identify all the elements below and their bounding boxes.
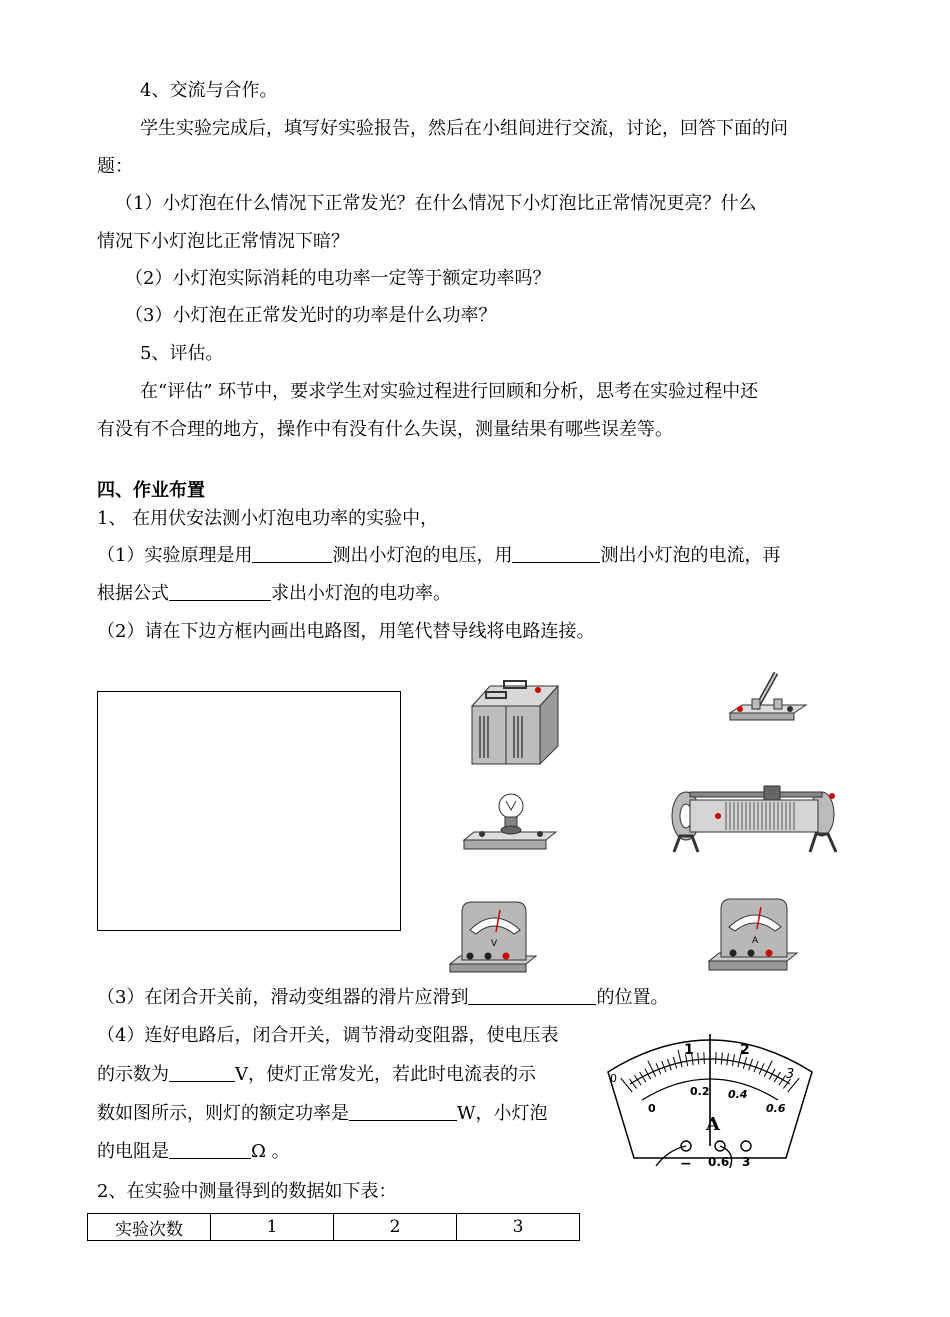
- knife-switch-illustration: [728, 665, 808, 725]
- dial-bottom-0-2: 0.2: [690, 1085, 710, 1098]
- data-table: [87, 1213, 580, 1241]
- battery-box-illustration: [468, 680, 564, 766]
- p1-text-e: 求出小灯泡的电功率。: [271, 583, 451, 604]
- homework-p2: （2）请在下边方框内画出电路图，用笔代替导线将电路连接。: [97, 621, 595, 642]
- table-row: [88, 1214, 580, 1241]
- dial-top-2: 2: [740, 1042, 750, 1058]
- blank-voltage-instrument[interactable]: [252, 544, 332, 563]
- p1-text-c: 测出小灯泡的电流，再: [600, 545, 781, 566]
- p1-text-a: （1）实验原理是用: [97, 545, 253, 566]
- terminal-negative-label: −: [680, 1156, 692, 1172]
- p4-text-c: V，使灯正常发光，若此时电流表的示: [235, 1064, 536, 1085]
- p3-text-b: 的位置。: [596, 987, 669, 1008]
- circuit-drawing-box[interactable]: [97, 691, 401, 931]
- sec4-q1-line1: （1）小灯泡在什么情况下正常发光？在什么情况下小灯泡比正常情况更亮？什么: [115, 193, 757, 214]
- homework-item1: 1、 在用伏安法测小灯泡电功率的实验中，: [97, 508, 439, 529]
- dial-tick: [704, 1052, 705, 1064]
- blank-slider-position[interactable]: [468, 986, 596, 1005]
- p4-text-g: Ω 。: [251, 1141, 290, 1162]
- homework-heading: 四、作业布置: [97, 480, 205, 501]
- p1-text-b: 测出小灯泡的电压，用: [332, 545, 513, 566]
- homework-p1-line2: [97, 582, 451, 606]
- blank-rated-power[interactable]: [349, 1102, 457, 1121]
- table-cell: 3: [457, 1214, 580, 1241]
- dial-bottom-0: 0: [648, 1102, 656, 1115]
- table-header-cell: 实验次数: [88, 1214, 211, 1241]
- sec5-para-line2: 有没有不合理的地方，操作中有没有什么失误，测量结果有哪些误差等。: [97, 419, 673, 440]
- ammeter-illustration: [707, 895, 799, 975]
- homework-p3: [97, 986, 668, 1010]
- dial-top-3: 3: [786, 1067, 795, 1082]
- rheostat-illustration: [666, 784, 842, 856]
- homework-p4-line3: [97, 1102, 548, 1126]
- homework-p4-line4: [97, 1140, 290, 1164]
- dial-top-zero: 0: [610, 1072, 617, 1085]
- sec4-para-line1: 学生实验完成后，填写好实验报告，然后在小组间进行交流，讨论，回答下面的问: [140, 118, 788, 139]
- sec4-title: 4、交流与合作。: [140, 80, 278, 101]
- p1-text-d: 根据公式: [97, 583, 169, 604]
- voltmeter-letter: V: [491, 939, 498, 949]
- ammeter-dial-figure: [604, 1016, 816, 1174]
- p3-text-a: （3）在闭合开关前，滑动变组器的滑片应滑到: [97, 987, 469, 1008]
- homework-item2: 2、在实验中测量得到的数据如下表：: [97, 1181, 397, 1202]
- p4-text-f: 的电阻是: [97, 1141, 169, 1162]
- p4-text-d: 数如图所示，则灯的额定功率是: [97, 1103, 349, 1124]
- sec4-q3: （3）小灯泡在正常发光时的功率是什么功率？: [125, 305, 497, 326]
- ammeter-letter: A: [752, 936, 759, 946]
- sec4-q1-line2: 情况下小灯泡比正常情况下暗？: [97, 231, 349, 252]
- p4-text-e: W，小灯泡: [457, 1103, 548, 1124]
- blank-voltage-value[interactable]: [169, 1063, 235, 1082]
- homework-p1-line1: [97, 544, 780, 568]
- sec5-title: 5、评估。: [140, 343, 224, 364]
- p4-text-b: 的示数为: [97, 1064, 169, 1085]
- table-cell: 1: [211, 1214, 334, 1241]
- homework-p4-line2: [97, 1063, 536, 1087]
- terminal-3: [741, 1141, 751, 1151]
- dial-bottom-0-6: 0.6: [766, 1102, 786, 1115]
- terminal-3-label: 3: [742, 1155, 751, 1169]
- sec4-para-line2: 题：: [97, 156, 133, 177]
- blank-current-instrument[interactable]: [512, 544, 600, 563]
- dial-tick: [716, 1052, 717, 1064]
- voltmeter-illustration: [448, 898, 538, 976]
- homework-p4-line1: （4）连好电路后，闭合开关，调节滑动变阻器，使电压表: [97, 1025, 559, 1046]
- dial-top-1: 1: [684, 1042, 694, 1058]
- dial-bottom-0-4: 0.4: [728, 1088, 748, 1101]
- terminal-0-6-label: 0.6: [708, 1155, 730, 1169]
- dial-unit: A: [706, 1114, 720, 1135]
- sec5-para-line1: 在“评估” 环节中，要求学生对实验过程进行回顾和分析，思考在实验过程中还: [140, 381, 759, 402]
- blank-formula[interactable]: [169, 582, 271, 601]
- bulb-board-illustration: [462, 792, 558, 854]
- sec4-q2: （2）小灯泡实际消耗的电功率一定等于额定功率吗？: [125, 268, 551, 289]
- table-cell: 2: [334, 1214, 457, 1241]
- blank-resistance[interactable]: [169, 1140, 251, 1159]
